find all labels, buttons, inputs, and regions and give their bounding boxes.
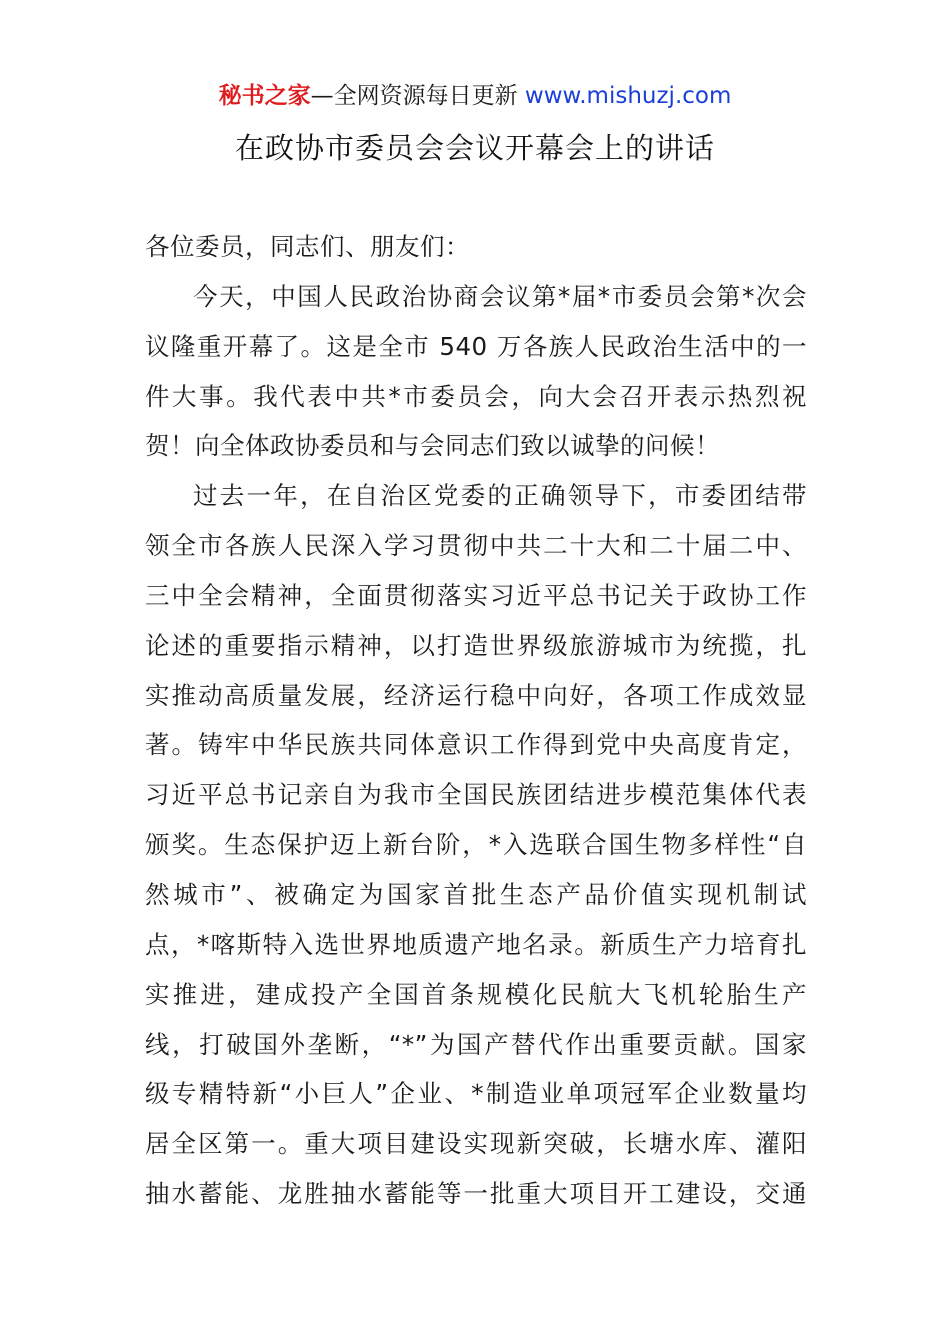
paragraph-line: 居全区第一。重大项目建设实现新突破，长塘水库、灌阳	[145, 1129, 807, 1159]
site-banner	[0, 78, 950, 114]
paragraph-line: 抽水蓄能、龙胜抽水蓄能等一批重大项目开工建设，交通	[145, 1179, 807, 1209]
paragraph-line: 点，*喀斯特入选世界地质遗产地名录。新质生产力培育扎	[145, 929, 807, 959]
document-body	[145, 222, 807, 1219]
paragraph-line: 实推动高质量发展，经济运行稳中向好，各项工作成效显	[145, 680, 807, 710]
site-url[interactable]: www.mishuzj.com	[524, 83, 732, 109]
paragraph-line: 著。铸牢中华民族共同体意识工作得到党中央高度肯定，	[145, 730, 807, 760]
salutation-line: 各位委员，同志们、朋友们：	[145, 232, 470, 261]
document-title: 在政协市委员会会议开幕会上的讲话	[234, 131, 715, 165]
brand-name: 秘书之家	[218, 83, 311, 109]
paragraph-line: 论述的重要指示精神，以打造世界级旅游城市为统揽，扎	[145, 630, 807, 660]
paragraph-line: 三中全会精神，全面贯彻落实习近平总书记关于政协工作	[145, 580, 807, 610]
paragraph-line: 级专精特新“小巨人”企业、*制造业单项冠军企业数量均	[145, 1079, 807, 1109]
paragraph-line: 议隆重开幕了。这是全市 540 万各族人民政治生活中的一	[145, 331, 807, 361]
paragraph-line: 然城市”、被确定为国家首批生态产品价值实现机制试	[145, 879, 807, 909]
paragraph-line: 贺！向全体政协委员和与会同志们致以诚挚的问候！	[145, 431, 720, 461]
paragraph-line: 件大事。我代表中共*市委员会，向大会召开表示热烈祝	[145, 381, 807, 411]
paragraph-line: 线，打破国外垄断，“*”为国产替代作出重要贡献。国家	[145, 1029, 807, 1059]
paragraph-line: 过去一年，在自治区党委的正确领导下，市委团结带	[193, 481, 807, 511]
paragraph-line: 习近平总书记亲自为我市全国民族团结进步模范集体代表	[145, 780, 807, 810]
paragraph-line: 今天，中国人民政治协商会议第*届*市委员会第*次会	[193, 281, 807, 311]
banner-tagline: —全网资源每日更新	[310, 83, 518, 109]
paragraph-line: 领全市各族人民深入学习贯彻中共二十大和二十届二中、	[145, 531, 807, 561]
paragraph-line: 颁奖。生态保护迈上新台阶，*入选联合国生物多样性“自	[145, 830, 807, 860]
paragraph-line: 实推进，建成投产全国首条规模化民航大飞机轮胎生产	[145, 979, 807, 1009]
